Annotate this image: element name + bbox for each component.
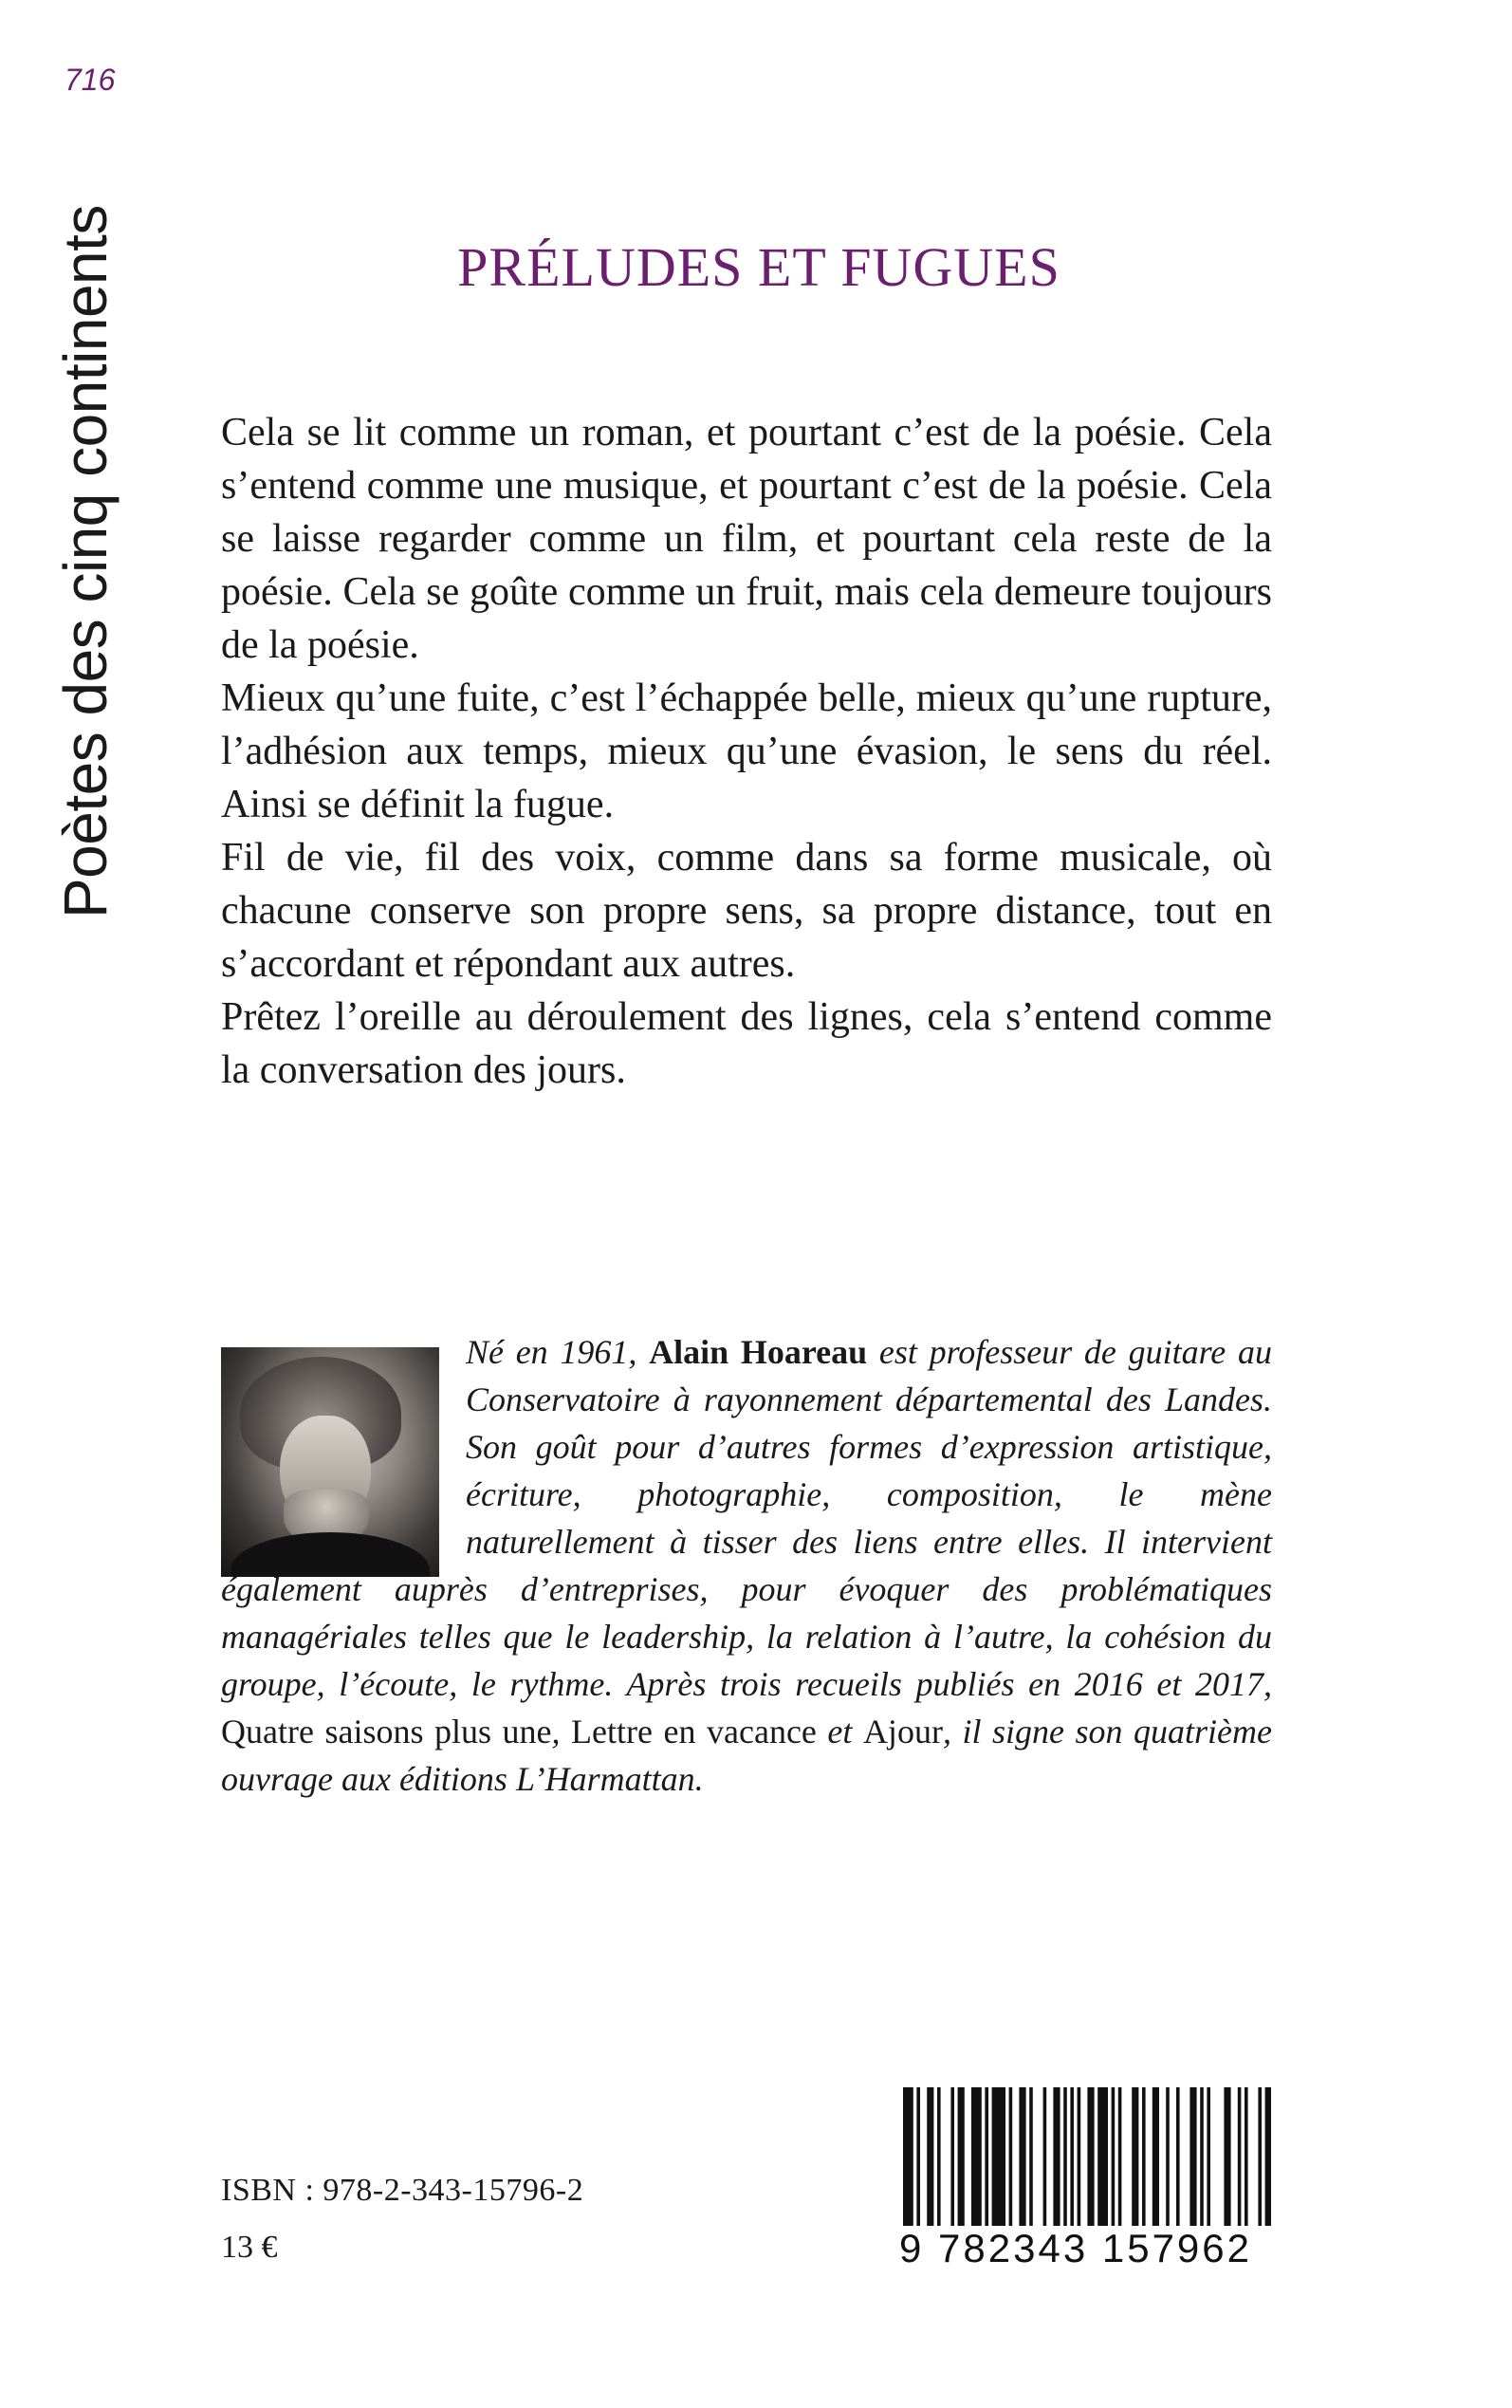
isbn: ISBN : 978-2-343-15796-2 bbox=[221, 2173, 584, 2208]
book-title-3: Ajour bbox=[862, 1713, 943, 1750]
barcode-bar bbox=[916, 2087, 920, 2230]
bio-separator: , bbox=[551, 1713, 572, 1750]
barcode-bar bbox=[1019, 2087, 1025, 2230]
barcode-bar bbox=[903, 2087, 913, 2230]
barcode-bar bbox=[1176, 2087, 1180, 2230]
barcode-bar bbox=[1070, 2087, 1074, 2230]
blurb-paragraph: Prêtez l’oreille au déroulement des lignes, cela s’entend comme la conversation des jours. bbox=[221, 995, 1272, 1092]
barcode-bar bbox=[950, 2087, 954, 2230]
barcode-bar bbox=[1063, 2087, 1067, 2230]
blurb-paragraph: Cela se lit comme un roman, et pourtant c’est de la poésie. Cela s’entend comme une musique, et pourtant c’est de la poésie. Cela se laisse regarder comme un film, et pourtant cela reste de la poésie. Cela se goûte comme un fruit, mais cela demeure toujours de la poésie. bbox=[221, 411, 1272, 667]
book-title-1: Quatre saisons plus une bbox=[221, 1713, 552, 1750]
barcode-bar bbox=[1009, 2087, 1013, 2230]
barcode-bar bbox=[1043, 2087, 1047, 2230]
barcode-bar bbox=[1166, 2087, 1170, 2230]
barcode-bar bbox=[1238, 2087, 1242, 2230]
blurb-paragraph: Mieux qu’une fuite, c’est l’échappée belle, mieux qu’une rupture, l’adhésion aux temps, mieux qu’une évasion, le sens du réel. Ainsi se définit la fugue. bbox=[221, 676, 1272, 826]
barcode-bar bbox=[1152, 2087, 1159, 2230]
barcode-bar bbox=[958, 2087, 965, 2230]
barcode-bar bbox=[1224, 2087, 1230, 2230]
bio-intro: Né en 1961, bbox=[466, 1333, 650, 1371]
barcode-bar bbox=[985, 2087, 988, 2230]
barcode-bar bbox=[1118, 2087, 1122, 2230]
barcode-bar bbox=[992, 2087, 1005, 2230]
series-number: 716 bbox=[65, 63, 116, 97]
barcode-bar bbox=[1078, 2087, 1081, 2230]
barcode-bar bbox=[1189, 2087, 1196, 2230]
barcode-digits: 9 782343 157962 bbox=[899, 2226, 1277, 2271]
bio-end: , il signe son quatrième ouvrage aux éditions L’Harmattan. bbox=[221, 1713, 1272, 1798]
barcode bbox=[899, 2087, 1277, 2273]
barcode-bar bbox=[1029, 2087, 1033, 2230]
blurb-paragraph: Fil de vie, fil des voix, comme dans sa forme musicale, où chacune conserve son propre sens, sa propre distance, tout en s’accordant et répondant aux autres. bbox=[221, 836, 1272, 986]
author-bio bbox=[221, 1328, 1272, 1803]
barcode-bar bbox=[927, 2087, 933, 2230]
book-title: PRÉLUDES ET FUGUES bbox=[457, 236, 1060, 298]
book-title-2: Lettre en vacance bbox=[571, 1713, 817, 1750]
barcode-bar bbox=[1245, 2087, 1248, 2230]
barcode-bar bbox=[1097, 2087, 1108, 2230]
barcode-bar bbox=[1265, 2087, 1271, 2230]
barcode-bar bbox=[1053, 2087, 1060, 2230]
back-cover-blurb bbox=[221, 406, 1272, 1097]
bio-separator: et bbox=[816, 1713, 863, 1750]
barcode-bar bbox=[1200, 2087, 1204, 2230]
barcode-bar bbox=[1258, 2087, 1262, 2230]
barcode-bar bbox=[1112, 2087, 1116, 2230]
barcode-bar bbox=[1087, 2087, 1094, 2230]
bio-main: est professeur de guitare au Conservatoire à rayonnement départemental des Landes. Son goût pour d’autres formes d’expression artistique, écriture, photographie, composition, le mène naturellement à tisser des liens entre elles. Il intervient également auprès d’entreprises, pour évoquer des problématiques managériales telles que le leadership, la relation à l’autre, la cohésion du groupe, l’écoute, le rythme. Après trois recueils publiés en 2016 et 2017, bbox=[221, 1333, 1272, 1703]
series-name: Poètes des cinq continents bbox=[51, 205, 120, 918]
barcode-bar bbox=[1132, 2087, 1138, 2230]
barcode-bar bbox=[971, 2087, 982, 2230]
price: 13 € bbox=[221, 2230, 278, 2265]
barcode-bar bbox=[1207, 2087, 1210, 2230]
author-name: Alain Hoareau bbox=[649, 1333, 868, 1371]
barcode-bar bbox=[1142, 2087, 1146, 2230]
barcode-bar bbox=[937, 2087, 941, 2230]
